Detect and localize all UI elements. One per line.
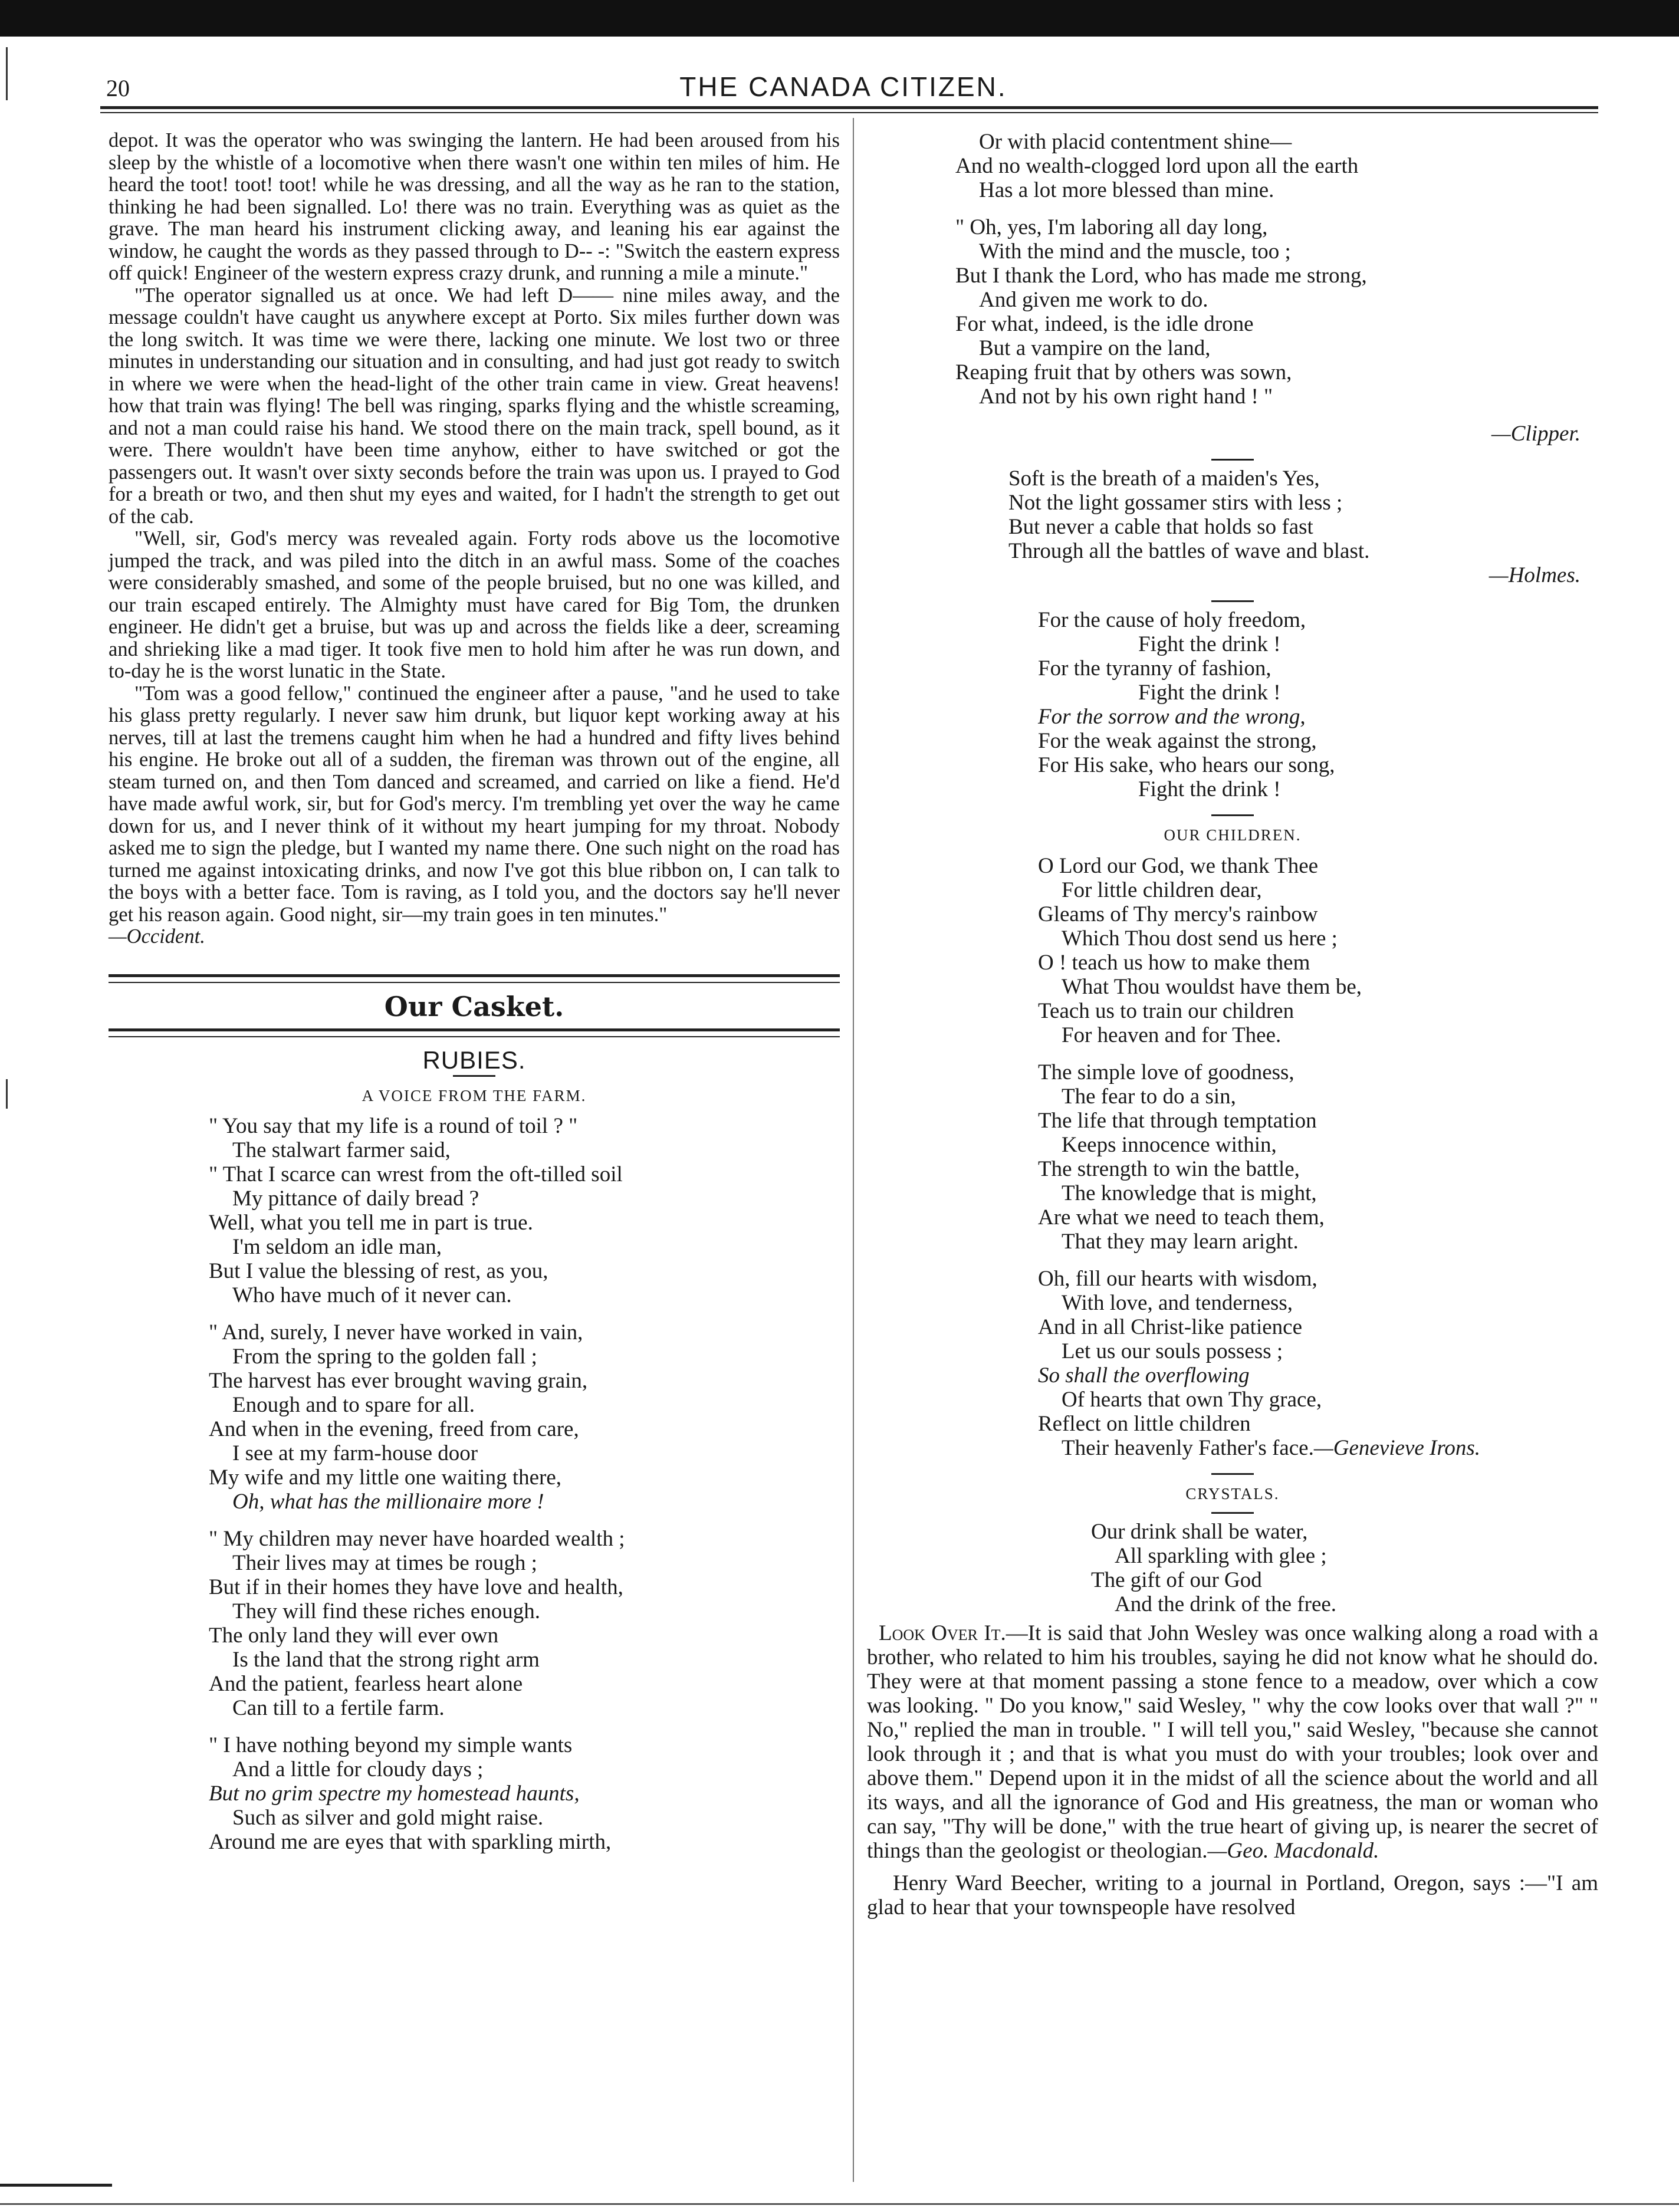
- stanza: [209, 1527, 840, 1720]
- header-rule-top: [100, 106, 1598, 109]
- poem-line: So shall the overflowing: [1038, 1363, 1250, 1388]
- poem-line: And given me work to do.: [979, 288, 1208, 312]
- poem-line: Their lives may at times be rough ;: [232, 1551, 537, 1575]
- poem-line: Of hearts that own Thy grace,: [1062, 1387, 1322, 1412]
- stanza: [955, 130, 1598, 202]
- short-rule: [1211, 1473, 1254, 1475]
- short-rule: [453, 1075, 495, 1077]
- poem-line: And when in the evening, freed from care,: [209, 1417, 579, 1441]
- poem-line: " And, surely, I never have worked in vain,: [209, 1320, 583, 1345]
- story-paragraph: "Well, sir, God's mercy was revealed again. Forty rods above us the locomotive jumped the track, and was piled into the ditch in an awful mass. Some of the coaches were considerably smashed, and some of the people bruised, but no one was killed, and our train escaped entirely. The Almighty must have cared for Big Tom, the drunken engineer. He didn't get a bruise, but was up and across the fields like a deer, screaming and shrieking like a mad tiger. It took five men to hold him after he was run down, and to-day he is the worst lunatic in the State.: [109, 527, 840, 682]
- poem-line: And the drink of the free.: [1115, 1592, 1337, 1616]
- story-paragraph: depot. It was the operator who was swinging the lantern. He had been aroused from his sleep by the whistle of a locomotive when there wasn't one within ten miles of him. He heard the toot! toot! toot! while he was dressing, and all the way as he ran to the station, thinking he had been signalled. Lo! there was no train. Everything was as quiet as the grave. The man heard his instrument clicking away, and leaning his ear against the window, he caught the words as they passed through to D-- -: "Switch the eastern express off quick! Engineer of the western express crazy drunk, and running a mile a minute.": [109, 129, 840, 284]
- poem-line: But I value the blessing of rest, as you,: [209, 1259, 548, 1283]
- article-body: —It is said that John Wesley was once walking along a road with a brother, who related to him his troubles, saying he did not know what he should do. They were at that moment passing a stone fence to a meadow, over which a cow was looking. " Do you know," said Wesley, " why the cow looks over that wall ?" " No," replied the man in trouble. " I will tell you," said Wesley, "because she cannot look through it ; and that is what you must do with your troubles; look over and above them." Depend upon it in the midst of all the science about the world and all its ways, and all the ignorance of God and His greatness, the man or woman who can say, "Thy will be done," with the true heart of giving up, is nearer the secret of things than the geologist or theologian.: [867, 1621, 1598, 1863]
- article-lead: Look Over It.: [879, 1621, 1006, 1645]
- stanza: [1038, 1060, 1598, 1254]
- page-header: [100, 71, 1586, 106]
- story-signoff: —Occident.: [109, 925, 205, 948]
- poem-line: Gleams of Thy mercy's rainbow: [1038, 902, 1318, 926]
- poem-line: Oh, fill our hearts with wisdom,: [1038, 1266, 1317, 1291]
- poem-title: CRYSTALS.: [1185, 1484, 1280, 1503]
- poem-line: The harvest has ever brought waving grain,: [209, 1369, 588, 1393]
- story-paragraph: "Tom was a good fellow," continued the engineer after a pause, "and he used to take his glass pretty regularly. I never saw him drunk, but liquor kept working away at his nerves, till at last the tremens caught him when he had a hundred and fifty lives behind his engine. He broke out all of a sudden, the fireman was thrown out of the engine, all steam turned on, and then Tom danced and screamed, and carried on like a fiend. He'd have made awful work, sir, but for God's mercy. I'm trembling yet over the way he came down for us, and I never think of it without my heart jumping for my throat. Nobody asked me to sign the pledge, but I wanted my name there. One such night on the road has turned me against intoxicating drinks, and now I've got this blue ribbon on, I can talk to the boys with a better face. Tom is raving, as I told you, and the doctors say he'll never get his reason again. Good night, sir—my train goes in ten minutes.": [109, 682, 840, 926]
- poem-line: Keeps innocence within,: [1062, 1132, 1277, 1157]
- poem-line: With love, and tenderness,: [1062, 1290, 1293, 1315]
- attribution: —Clipper.: [1491, 422, 1581, 446]
- stanza: [955, 215, 1598, 409]
- poem-fight-drink: [867, 608, 1598, 801]
- poem-line: Has a lot more blessed than mine.: [979, 178, 1274, 202]
- poem-line: Fight the drink !: [1138, 632, 1281, 656]
- poem-line: Can till to a fertile farm.: [232, 1696, 445, 1720]
- poem-line: From the spring to the golden fall ;: [232, 1345, 537, 1369]
- casket-heading: Our Casket.: [384, 990, 564, 1023]
- poem-line: Is the land that the strong right arm: [232, 1648, 540, 1672]
- poem-farm-continued: [867, 130, 1598, 409]
- poem-line: With the mind and the muscle, too ;: [979, 239, 1291, 264]
- poem-line: The stalwart farmer said,: [232, 1138, 451, 1162]
- margin-mark: [6, 47, 8, 100]
- train-story: [109, 130, 840, 948]
- poem-line: The fear to do a sin,: [1062, 1084, 1236, 1109]
- poem-line: Who have much of it never can.: [232, 1283, 512, 1307]
- article-paragraph: [867, 1621, 1598, 1863]
- poem-line: For little children dear,: [1062, 877, 1262, 902]
- poem-line: What Thou wouldst have them be,: [1062, 974, 1362, 999]
- poem-line: Let us our souls possess ;: [1062, 1339, 1283, 1363]
- poem-line: O ! teach us how to make them: [1038, 950, 1310, 975]
- poem-line: But a vampire on the land,: [979, 336, 1211, 360]
- poem-line: Not the light gossamer stirs with less ;: [1008, 491, 1343, 515]
- poem-line: Around me are eyes that with sparkling mirth,: [209, 1830, 612, 1854]
- bottom-rule: [0, 2203, 1679, 2205]
- poem-line: For the cause of holy freedom,: [1038, 608, 1306, 632]
- poem-line: " Oh, yes, I'm laboring all day long,: [955, 215, 1268, 239]
- poem-line: But if in their homes they have love and health,: [209, 1575, 623, 1599]
- poem-title: A VOICE FROM THE FARM.: [362, 1086, 587, 1105]
- poem-line: For heaven and for Thee.: [1062, 1023, 1282, 1047]
- poem-line: The only land they will ever own: [209, 1623, 499, 1648]
- section-rule: [109, 1036, 840, 1037]
- poem-line: The knowledge that is might,: [1062, 1181, 1317, 1205]
- poem-line: Our drink shall be water,: [1091, 1520, 1308, 1544]
- header-rule-bottom: [100, 112, 1598, 113]
- poem-line: I'm seldom an idle man,: [232, 1235, 442, 1259]
- poem-line: My pittance of daily bread ?: [232, 1186, 479, 1211]
- poem-line: Fight the drink !: [1138, 681, 1281, 705]
- poem-our-children: [867, 854, 1598, 1460]
- rubies-heading: RUBIES.: [422, 1046, 526, 1074]
- poem-line: Are what we need to teach them,: [1038, 1205, 1325, 1230]
- poem-line: For the weak against the strong,: [1038, 729, 1317, 753]
- article-paragraph: Henry Ward Beecher, writing to a journal in Portland, Oregon, says :—"I am glad to hear that your townspeople have resolved: [867, 1871, 1598, 1920]
- section-rule: [109, 974, 840, 977]
- look-over-it-article: [867, 1621, 1598, 1920]
- poem-farm: [109, 1114, 840, 1854]
- poem-title: OUR CHILDREN.: [1164, 826, 1302, 844]
- attribution: —Holmes.: [1489, 563, 1581, 587]
- poem-line: My wife and my little one waiting there,: [209, 1465, 562, 1490]
- section-rule: [109, 1028, 840, 1031]
- attribution: —Genevieve Irons.: [1313, 1435, 1481, 1460]
- poem-line: Such as silver and gold might raise.: [232, 1806, 544, 1830]
- poem-line: For what, indeed, is the idle drone: [955, 312, 1254, 336]
- poem-line: And not by his own right hand ! ": [979, 384, 1273, 409]
- poem-line: Fight the drink !: [1138, 777, 1281, 801]
- poem-line: " You say that my life is a round of toil ? ": [209, 1114, 578, 1138]
- stanza: [209, 1114, 840, 1307]
- top-border: [0, 0, 1679, 37]
- bottom-mark: [0, 2184, 112, 2187]
- section-rule: [109, 982, 840, 983]
- poem-line: For the sorrow and the wrong,: [1038, 705, 1306, 729]
- poem-line: Teach us to train our children: [1038, 998, 1294, 1023]
- masthead-title: THE CANADA CITIZEN.: [679, 71, 1007, 102]
- poem-line: All sparkling with glee ;: [1115, 1544, 1327, 1568]
- poem-line: The simple love of goodness,: [1038, 1060, 1294, 1084]
- poem-line: I see at my farm-house door: [232, 1441, 478, 1465]
- story-paragraph: "The operator signalled us at once. We had left D—— nine miles away, and the message couldn't have caught us anywhere except at Porto. Six miles further down was the long switch. It was time we were there, lacking one minute. We lost two or three minutes in understanding our situation and in consulting, and had just got ready to switch in where we were when the head-light of the other train came in view. Great heavens! how that train was flying! The bell was ringing, sparks flying and the whistle screaming, and not a man could raise his hand. We stood there on the main track, spell bound, as it were. There wouldn't have been time anyhow, either to have switched or got the passengers out. It wasn't over sixty seconds before the train was upon us. I prayed to God for a breath or two, and then shut my eyes and waited, for I hadn't the strength to get out of the cab.: [109, 284, 840, 528]
- stanza: [1038, 854, 1598, 1047]
- poem-line: Oh, what has the millionaire more !: [232, 1490, 544, 1514]
- poem-line: But never a cable that holds so fast: [1008, 515, 1313, 539]
- poem-line: Reflect on little children: [1038, 1411, 1251, 1436]
- poem-line: Well, what you tell me in part is true.: [209, 1211, 533, 1235]
- poem-line: Or with placid contentment shine—: [979, 130, 1292, 154]
- poem-line: That they may learn aright.: [1062, 1229, 1299, 1254]
- poem-line: " That I scarce can wrest from the oft-tilled soil: [209, 1162, 623, 1186]
- page-number: 20: [106, 75, 130, 101]
- poem-line: " My children may never have hoarded wealth ;: [209, 1527, 625, 1551]
- poem-line: And the patient, fearless heart alone: [209, 1672, 523, 1696]
- short-rule: [1211, 1512, 1254, 1514]
- poem-line-text: Their heavenly Father's face.: [1062, 1435, 1314, 1460]
- poem-line: The strength to win the battle,: [1038, 1156, 1300, 1181]
- short-rule: [1211, 459, 1254, 461]
- poem-line: O Lord our God, we thank Thee: [1038, 853, 1319, 878]
- poem-line: And in all Christ-like patience: [1038, 1314, 1302, 1339]
- poem-line: But no grim spectre my homestead haunts,: [209, 1782, 580, 1806]
- poem-line: And no wealth-clogged lord upon all the earth: [955, 154, 1359, 178]
- stanza: [209, 1320, 840, 1514]
- poem-maiden: [867, 466, 1598, 587]
- poem-line: Which Thou dost send us here ;: [1062, 926, 1338, 951]
- short-rule: [1211, 600, 1254, 602]
- poem-line: The gift of our God: [1091, 1568, 1262, 1592]
- poem-line: For the tyranny of fashion,: [1038, 656, 1271, 681]
- attribution: —Geo. Macdonald.: [1207, 1839, 1379, 1863]
- poem-line: They will find these riches enough.: [232, 1599, 540, 1623]
- poem-crystals: [867, 1520, 1598, 1616]
- left-column: [109, 130, 840, 1867]
- stanza: [1038, 1267, 1598, 1460]
- column-divider: [853, 118, 854, 2182]
- stanza: [209, 1733, 840, 1854]
- poem-line: Soft is the breath of a maiden's Yes,: [1008, 466, 1320, 491]
- poem-line: And a little for cloudy days ;: [232, 1757, 484, 1782]
- right-column: [867, 130, 1598, 1920]
- margin-mark: [6, 1079, 8, 1109]
- poem-line: [1038, 1436, 1598, 1460]
- poem-line: Reaping fruit that by others was sown,: [955, 360, 1292, 384]
- poem-line: The life that through temptation: [1038, 1108, 1317, 1133]
- poem-line: For His sake, who hears our song,: [1038, 753, 1335, 777]
- short-rule: [1211, 814, 1254, 816]
- poem-line: " I have nothing beyond my simple wants: [209, 1733, 573, 1757]
- poem-line: But I thank the Lord, who has made me strong,: [955, 264, 1367, 288]
- poem-line: Through all the battles of wave and blast.: [1008, 539, 1370, 563]
- poem-line: Enough and to spare for all.: [232, 1393, 475, 1417]
